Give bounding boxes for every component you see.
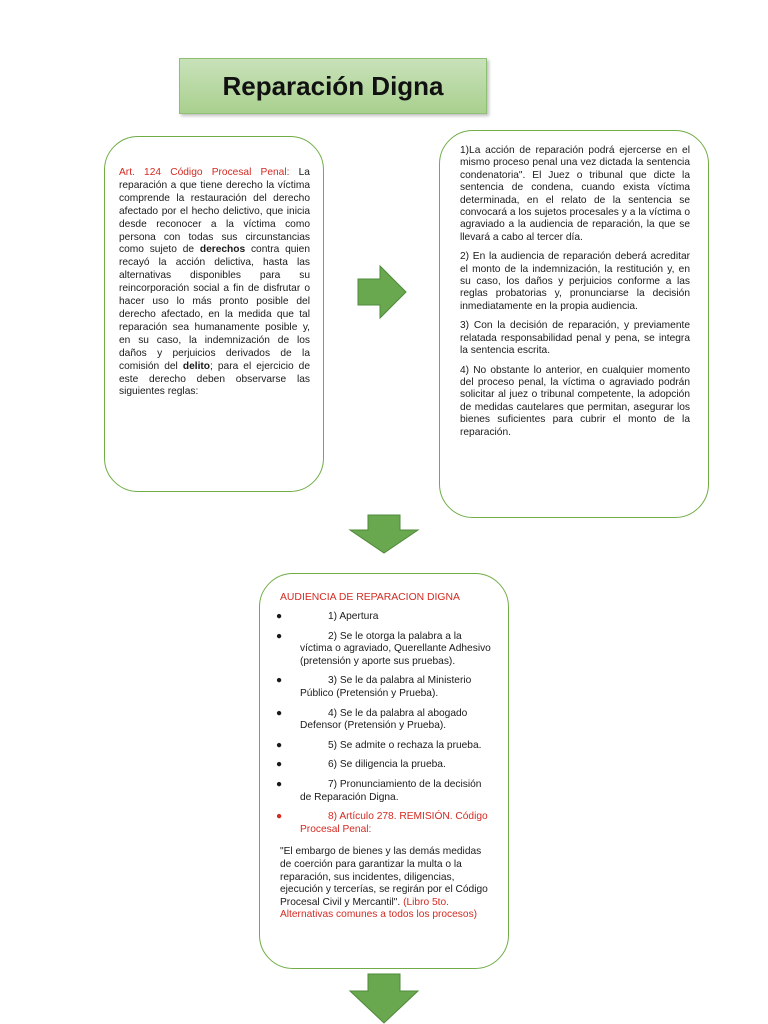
article-278-quote <box>280 846 494 922</box>
left-box-bold-2: delito <box>182 360 211 372</box>
left-box-text-3: ; para el ejercicio de este derecho deben observarse las siguientes reglas: <box>119 360 310 398</box>
title-box <box>179 58 487 114</box>
bullet-icon: ● <box>276 630 283 642</box>
list-item: ● 3) Se le da palabra al Ministerio Público (Pretensión y Prueba). <box>276 675 472 699</box>
bullet-icon: ● <box>276 778 283 790</box>
quote-text: "El embargo de bienes y las demás medidas de coerción para garantizar la multa o la reparación, sus incidentes, diligencias, ejecución y tercerías, se regirán por el Código Procesal Civil y Mercantil". <box>280 846 488 908</box>
rule-3: 3) Con la decisión de reparación, y previamente relatada responsabilidad penal y pena, se integra la sentencia escrita. <box>460 320 690 357</box>
down-arrow-icon <box>348 514 420 554</box>
list-item: ● 5) Se admite o rechaza la prueba. <box>276 739 482 751</box>
list-item: ● 4) Se le da palabra al abogado Defensor (Pretensión y Prueba). <box>276 707 468 732</box>
list-item: ● 6) Se diligencia la prueba. <box>276 759 446 771</box>
bullet-icon: ● <box>276 759 283 771</box>
rule-2: 2) En la audiencia de reparación deberá acreditar el monto de la indemnización, la restitución y, en su caso, los daños y perjuicios conforme a las reglas probatorias y, pronunciarse la decisión inmediatamente en la propia audiencia. <box>460 251 690 312</box>
list-item-article-278: ● 8) Artículo 278. REMISIÓN. Código Procesal Penal: <box>276 811 488 835</box>
left-box-text-1: La reparación a que tiene derecho la víctima comprende la restauración del derecho afectado por el hecho delictivo, que inicia desde reconocer a la víctima como persona con todas sus circunstancias como sujeto de <box>119 167 310 256</box>
right-arrow-icon <box>356 264 408 320</box>
bullet-icon: ● <box>276 611 283 622</box>
right-box-rules <box>439 130 709 518</box>
list-item: ● 2) Se le otorga la palabra a la víctima o agraviado, Querellante Adhesivo (pretensión y aporte sus pruebas). <box>276 630 491 667</box>
bullet-icon: ● <box>276 739 283 751</box>
bullet-icon: ● <box>276 811 283 823</box>
quote-note: (Libro 5to. Alternativas comunes a todos los procesos) <box>280 896 478 921</box>
left-box-art-124 <box>104 136 324 492</box>
audiencia-title: AUDIENCIA DE REPARACION DIGNA <box>280 592 460 603</box>
list-item: ● 1) Apertura <box>276 611 379 622</box>
bullet-icon: ● <box>276 707 283 719</box>
page-title: Reparación Digna <box>222 70 444 101</box>
down-arrow-icon <box>348 973 420 1024</box>
list-item: ● 7) Pronunciamiento de la decisión de Reparación Digna. <box>276 778 482 803</box>
bottom-box-audiencia <box>259 573 509 969</box>
left-box-heading: Art. 124 Código Procesal Penal: <box>119 167 290 178</box>
bullet-icon: ● <box>276 675 283 687</box>
left-box-bold-1: derechos <box>199 244 246 256</box>
rule-1: 1)La acción de reparación podrá ejercerse en el mismo proceso penal una vez dictada la sentencia condenatoria". El Juez o tribunal que dicte la sentencia de condena, cuando exista víctima determinada, en el relato de la sentencia se convocará a los sujetos procesales y a la víctima o agraviado a la audiencia de reparación, la que se llevará a cabo al tercer día. <box>460 145 690 243</box>
audiencia-steps <box>276 611 494 836</box>
rule-4: 4) No obstante lo anterior, en cualquier momento del proceso penal, la víctima o agraviado podrán solicitar al juez o tribunal competente, la adopción de medidas cautelares que permitan, asegurar los bienes suficientes para cubrir el monto de la reparación. <box>460 364 690 438</box>
left-box-text-2: contra quien recayó la acción delictiva, hasta las alternativas disponibles para su reincorporación social a fin de disfrutar o hacer uso lo más pronto posible del derecho afectado, en la medida que tal reparación sea humanamente posible y, en su caso, la indemnización de los daños y perjuicios derivados de la comisión del <box>119 244 310 372</box>
